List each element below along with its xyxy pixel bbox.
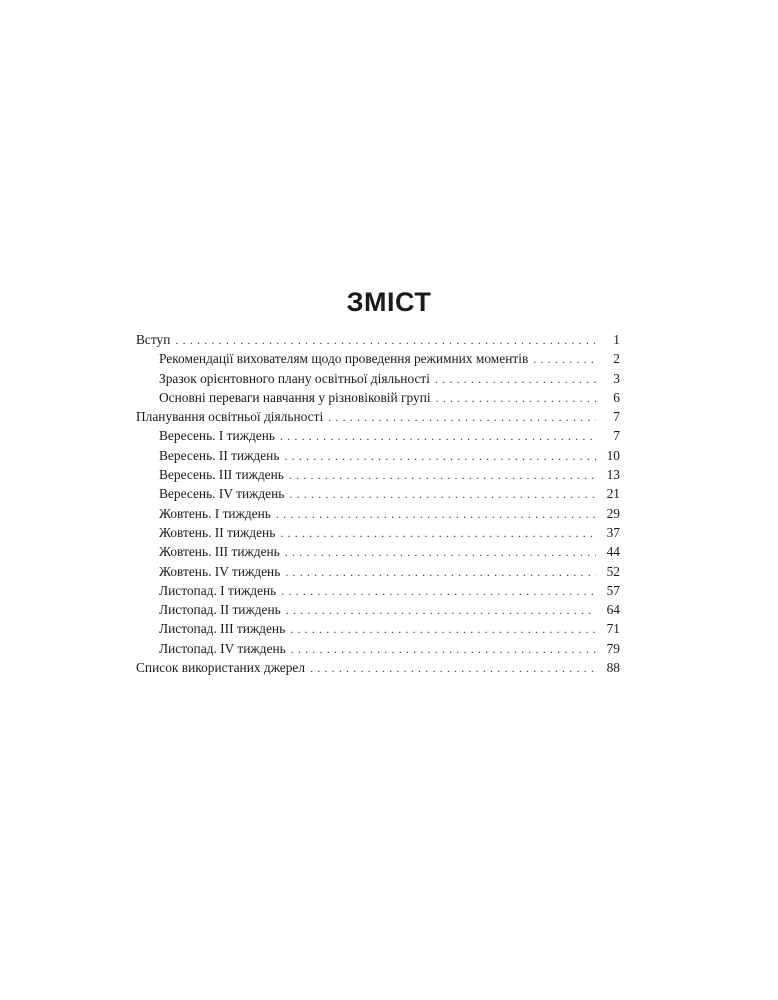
toc-entry-label: Список використаних джерел: [136, 660, 306, 676]
toc-entry[interactable]: [136, 600, 620, 619]
toc-entry-label: Жовтень. ІІІ тиждень: [159, 544, 280, 560]
toc-entry-page-number: 21: [606, 486, 620, 502]
toc-entry-page-number: 13: [606, 467, 620, 483]
toc-dot-leader: [289, 485, 596, 504]
toc-entry-label: Жовтень. ІV тиждень: [159, 563, 281, 579]
toc-entry-label: Листопад. І тиждень: [159, 582, 277, 598]
toc-entry-page-number: 71: [606, 621, 620, 637]
toc-entry-page-number: 44: [606, 544, 620, 560]
toc-dot-leader: [291, 640, 596, 659]
toc-dot-leader: [276, 505, 596, 524]
toc-dot-leader: [280, 427, 596, 446]
toc-dot-leader: [328, 408, 596, 427]
toc-entry-label: Рекомендації вихователям щодо проведення режимних моментів: [159, 351, 529, 367]
toc-entry[interactable]: [136, 330, 620, 349]
toc-entry-label: Вересень. І тиждень: [159, 428, 275, 444]
toc-entry-page-number: 7: [613, 409, 620, 425]
toc-entry-label: Жовтень. ІІ тиждень: [159, 524, 276, 540]
toc-entry-label: Вересень. ІІ тиждень: [159, 447, 280, 463]
toc-dot-leader: [310, 659, 596, 678]
toc-entry-page-number: 10: [606, 447, 620, 463]
toc-dot-leader: [280, 524, 596, 543]
toc-entry-page-number: 37: [606, 524, 620, 540]
toc-entry[interactable]: [136, 388, 620, 407]
toc-dot-leader: [285, 543, 596, 562]
toc-entry-page-number: 1: [613, 332, 620, 347]
toc-entry-page-number: 7: [613, 428, 620, 444]
toc-entry-label: Основні переваги навчання у різновіковій групі: [159, 389, 431, 405]
toc-entry[interactable]: [136, 619, 620, 638]
toc-entry[interactable]: [136, 581, 620, 600]
toc-entry-label: Вступ: [136, 332, 171, 347]
page-title: ЗМІСТ: [346, 287, 432, 317]
toc-dot-leader: [286, 601, 596, 620]
toc-entry-label: Планування освітньої діяльності: [136, 409, 324, 425]
toc-entry[interactable]: [136, 426, 620, 445]
toc-dot-leader: [290, 620, 596, 639]
toc-entry-label: Листопад. ІІ тиждень: [159, 602, 281, 618]
toc-dot-leader: [284, 447, 596, 466]
toc-entry[interactable]: [136, 484, 620, 503]
table-of-contents: [136, 330, 620, 677]
toc-entry-label: Вересень. ІІІ тиждень: [159, 467, 284, 483]
toc-entry[interactable]: [136, 562, 620, 581]
toc-dot-leader: [435, 370, 596, 389]
toc-entry[interactable]: [136, 542, 620, 561]
toc-entry-page-number: 29: [606, 505, 620, 521]
toc-entry-label: Вересень. ІV тиждень: [159, 486, 285, 502]
toc-entry-label: Зразок орієнтовного плану освітньої діяльності: [159, 370, 430, 386]
toc-entry[interactable]: [136, 369, 620, 388]
toc-entry-page-number: 3: [613, 370, 620, 386]
toc-dot-leader: [289, 466, 596, 485]
toc-dot-leader: [281, 582, 596, 601]
toc-entry-label: Листопад. ІV тиждень: [159, 640, 286, 656]
toc-entry-page-number: 88: [606, 660, 620, 676]
toc-entry-label: Жовтень. І тиждень: [159, 505, 271, 521]
toc-entry[interactable]: [136, 407, 620, 426]
toc-entry-label: Листопад. ІІІ тиждень: [159, 621, 286, 637]
toc-entry[interactable]: [136, 465, 620, 484]
toc-entry[interactable]: [136, 523, 620, 542]
toc-entry-page-number: 64: [606, 602, 620, 618]
toc-entry-page-number: 57: [606, 582, 620, 598]
toc-entry[interactable]: [136, 639, 620, 658]
toc-entry-page-number: 6: [613, 389, 620, 405]
toc-entry-page-number: 79: [606, 640, 620, 656]
toc-dot-leader: [436, 389, 596, 408]
toc-dot-leader: [175, 331, 596, 350]
toc-entry[interactable]: [136, 446, 620, 465]
toc-entry[interactable]: [136, 349, 620, 368]
toc-entry-page-number: 52: [606, 563, 620, 579]
toc-entry[interactable]: [136, 658, 620, 677]
toc-entry-page-number: 2: [613, 351, 620, 367]
toc-dot-leader: [285, 563, 596, 582]
toc-entry[interactable]: [136, 504, 620, 523]
toc-dot-leader: [533, 350, 596, 369]
